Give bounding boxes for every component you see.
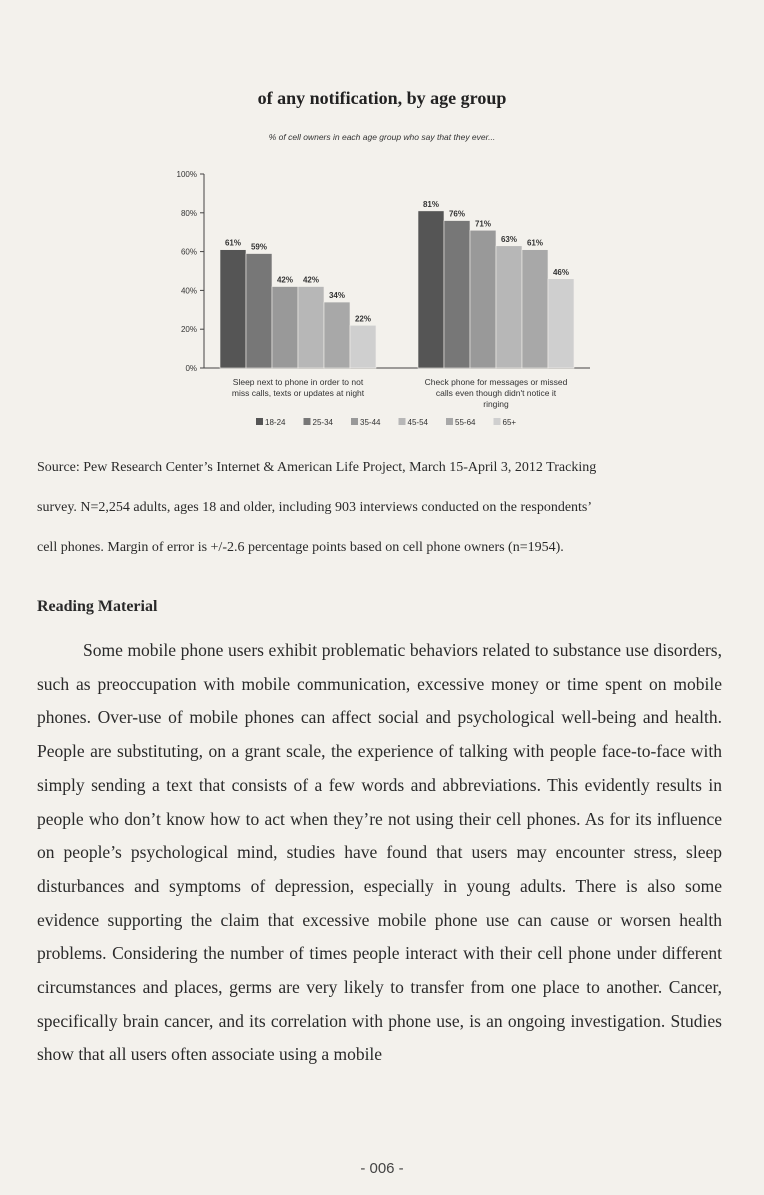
legend-swatch-45-54 xyxy=(399,418,406,425)
category-label: calls even though didn't notice it xyxy=(435,388,557,398)
legend-label-35-44: 35-44 xyxy=(360,418,381,427)
category-label: Sleep next to phone in order to not xyxy=(232,377,364,387)
y-tick-label: 80% xyxy=(180,208,197,218)
source-line-3: cell phones. Margin of error is +/-2.6 percentage points based on cell phone owners (n=1954). xyxy=(37,540,564,555)
legend-label-45-54: 45-54 xyxy=(407,418,428,427)
y-tick-label: 20% xyxy=(180,325,197,335)
chart-subtitle: % of cell owners in each age group who say that they ever... xyxy=(268,132,496,142)
source-line-2: survey. N=2,254 adults, ages 18 and older, including 903 interviews conducted on the respondents’ xyxy=(37,500,593,515)
category-label: ringing xyxy=(483,399,509,409)
y-tick-label: 40% xyxy=(180,286,197,296)
legend-label-65+: 65+ xyxy=(502,418,517,427)
legend-label-25-34: 25-34 xyxy=(312,418,333,427)
category-label: Check phone for messages or missed xyxy=(424,377,568,387)
bar-35-44-1 xyxy=(272,287,298,368)
bar-18-24-2 xyxy=(418,211,444,368)
y-tick-label: 0% xyxy=(185,364,197,373)
legend-label-55-64: 55-64 xyxy=(455,418,476,427)
data-label: 42% xyxy=(302,275,320,285)
bar-55-64-2 xyxy=(522,250,548,368)
bar-65+-2 xyxy=(548,279,574,368)
bar-55-64-1 xyxy=(324,302,350,368)
data-label: 71% xyxy=(474,219,492,229)
legend-swatch-35-44 xyxy=(351,418,358,425)
bar-65+-1 xyxy=(350,325,376,368)
data-label: 22% xyxy=(354,314,372,324)
legend-swatch-65+ xyxy=(494,418,501,425)
legend-swatch-18-24 xyxy=(256,418,263,425)
section-heading: Reading Material xyxy=(37,598,158,615)
legend-label-18-24: 18-24 xyxy=(265,418,286,427)
body-paragraph: Some mobile phone users exhibit problematic behaviors related to substance use disorders, such as preoccupation with mobile communication, excessive money or time spent on mobile phones. Over-use of mobile phones can affect social and psychological well-being and health. People are substituting, on a grant scale, the experience of talking with people face-to-face with simply sending a text that consists of a few words and abbreviations. This evidently results in people who don’t know how to act when they’re not using their cell phones. As for its influence on people’s psychological mind, studies have found that users may encounter stress, sleep disturbances and symptoms of depression, especially in young adults. There is also some evidence supporting the claim that excessive mobile phone use can cause or worsen health problems. Considering the number of times people interact with their cell phone under different circumstances and places, germs are very likely to transfer from one place to another. Cancer, specifically brain cancer, and its correlation with phone use, is an ongoing investigation. Studies show that all users often associate using a mobile xyxy=(37,640,722,1065)
data-label: 46% xyxy=(552,267,570,277)
data-label: 34% xyxy=(328,291,346,301)
legend-swatch-25-34 xyxy=(304,418,311,425)
bar-chart xyxy=(160,160,600,450)
y-tick-label: 100% xyxy=(176,170,197,179)
chart-title: of any notification, by age group xyxy=(257,88,507,108)
data-label: 42% xyxy=(276,275,294,285)
bar-18-24-1 xyxy=(220,250,246,368)
y-tick-label: 60% xyxy=(180,247,197,257)
category-label: miss calls, texts or updates at night xyxy=(231,388,365,398)
bar-25-34-1 xyxy=(246,254,272,368)
data-label: 81% xyxy=(422,199,440,209)
bar-45-54-1 xyxy=(298,287,324,368)
legend-swatch-55-64 xyxy=(446,418,453,425)
source-line-1: Source: Pew Research Center’s Internet & American Life Project, March 15-April 3, 2012 Tracking xyxy=(37,460,597,475)
data-label: 63% xyxy=(500,234,518,244)
bar-35-44-2 xyxy=(470,230,496,368)
bar-45-54-2 xyxy=(496,246,522,368)
data-label: 61% xyxy=(526,238,544,248)
data-label: 61% xyxy=(224,238,242,248)
page-number: - 006 - xyxy=(360,1160,404,1177)
data-label: 76% xyxy=(448,209,466,219)
bar-25-34-2 xyxy=(444,221,470,368)
data-label: 59% xyxy=(250,242,268,252)
